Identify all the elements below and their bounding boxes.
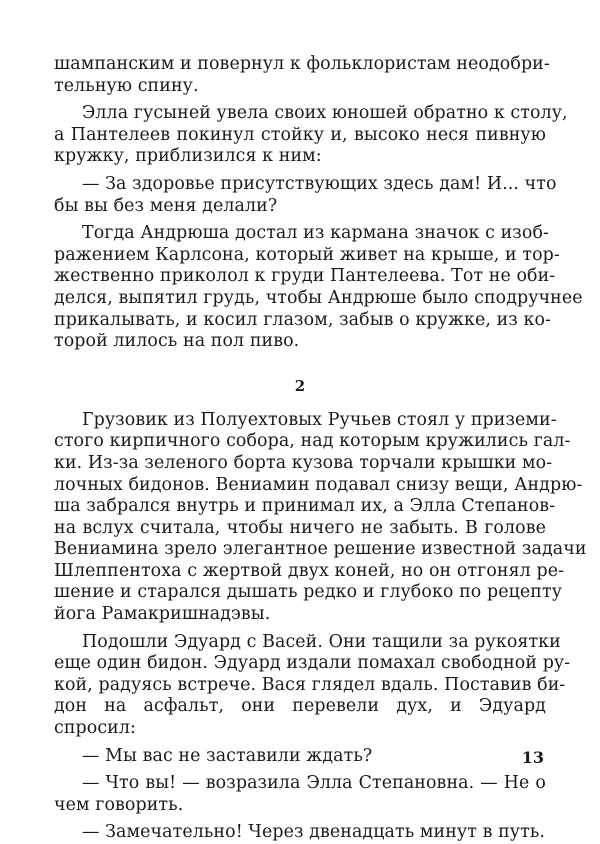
text-line: кружку, приблизился к ним:	[54, 146, 322, 167]
text-line: стого кирпичного собора, над которым кружились гал-	[54, 431, 571, 452]
text-line: шение и старался дышать редко и глубоко по рецепту	[54, 582, 563, 603]
paragraph	[54, 103, 568, 168]
text-line: дон на асфальт, они перевели дух, и Эдуард	[54, 696, 546, 717]
paragraph	[54, 54, 550, 97]
text-line: Вениамина зрело элегантное решение известной задачи	[54, 539, 587, 560]
text-line: бы вы без меня делали?	[54, 195, 278, 216]
text-line: чем говорить.	[54, 794, 184, 815]
text-line: — За здоровье присутствующих здесь дам! И... что	[82, 173, 557, 194]
text-line: Подошли Эдуард с Васей. Они тащили за рукоятки	[82, 631, 561, 652]
text-line: торой лилось на пол пиво.	[54, 331, 300, 352]
text-line: тельную спину.	[54, 75, 199, 96]
text-line: кой, радуясь встрече. Вася глядел вдаль. Поставив би-	[54, 674, 566, 695]
book-page	[54, 54, 587, 844]
text-line: Грузовик из Полуехтовых Ручьев стоял у приземи-	[82, 409, 557, 430]
text-line: Тогда Андрюша достал из кармана значок с изоб-	[82, 223, 549, 244]
text-block-after-section	[54, 409, 587, 844]
section-number: 2	[294, 376, 306, 395]
text-line: лочных бидонов. Вениамин подавал снизу вещи, Андрю-	[54, 474, 583, 495]
text-line: еще один бидон. Эдуард издали помахал свободной ру-	[54, 653, 571, 674]
text-line: а Пантелеев покинул стойку и, высоко неся пивную	[54, 124, 546, 145]
text-line: жественно приколол к груди Пантелеева. Тот не оби-	[54, 266, 556, 287]
paragraph	[54, 223, 583, 353]
paragraph	[54, 631, 571, 740]
text-line: ки. Из-за зеленого борта кузова торчали крышки мо-	[54, 452, 553, 473]
text-line: йога Рамакришнадэвы.	[54, 604, 271, 625]
text-line: на вслух считала, чтобы ничего не забыть. В голове	[54, 517, 546, 538]
page-number: 13	[521, 748, 544, 767]
paragraph	[54, 173, 557, 217]
text-line: Шлеппентоха с жертвой двух коней, но он отгонял ре-	[54, 560, 565, 581]
text-line: спросил:	[54, 718, 136, 739]
text-line: делся, выпятил грудь, чтобы Андрюше было сподручнее	[54, 287, 583, 308]
text-line: прикалывать, и косил глазом, забыв о кружке, из ко-	[54, 309, 552, 330]
text-line: Элла гусыней увела своих юношей обратно к столу,	[82, 103, 568, 124]
text-line: ша забрался внутрь и принимал их, а Элла Степанов-	[54, 496, 556, 517]
text-line: — Что вы! — возразила Элла Степановна. — Не о	[82, 773, 546, 794]
paragraph	[54, 773, 546, 816]
paragraph	[54, 746, 546, 768]
text-block-before-section	[54, 54, 583, 353]
text-line: — Мы вас не заставили ждать?	[82, 745, 373, 766]
paragraph	[54, 409, 587, 626]
paragraph	[54, 822, 546, 844]
text-line: шампанским и повернул к фольклористам неодобри-	[54, 54, 550, 74]
text-line: — Замечательно! Через двенадцать минут в путь.	[82, 822, 546, 843]
text-line: ражением Карлсона, который живет на крыше, и тор-	[54, 244, 560, 265]
